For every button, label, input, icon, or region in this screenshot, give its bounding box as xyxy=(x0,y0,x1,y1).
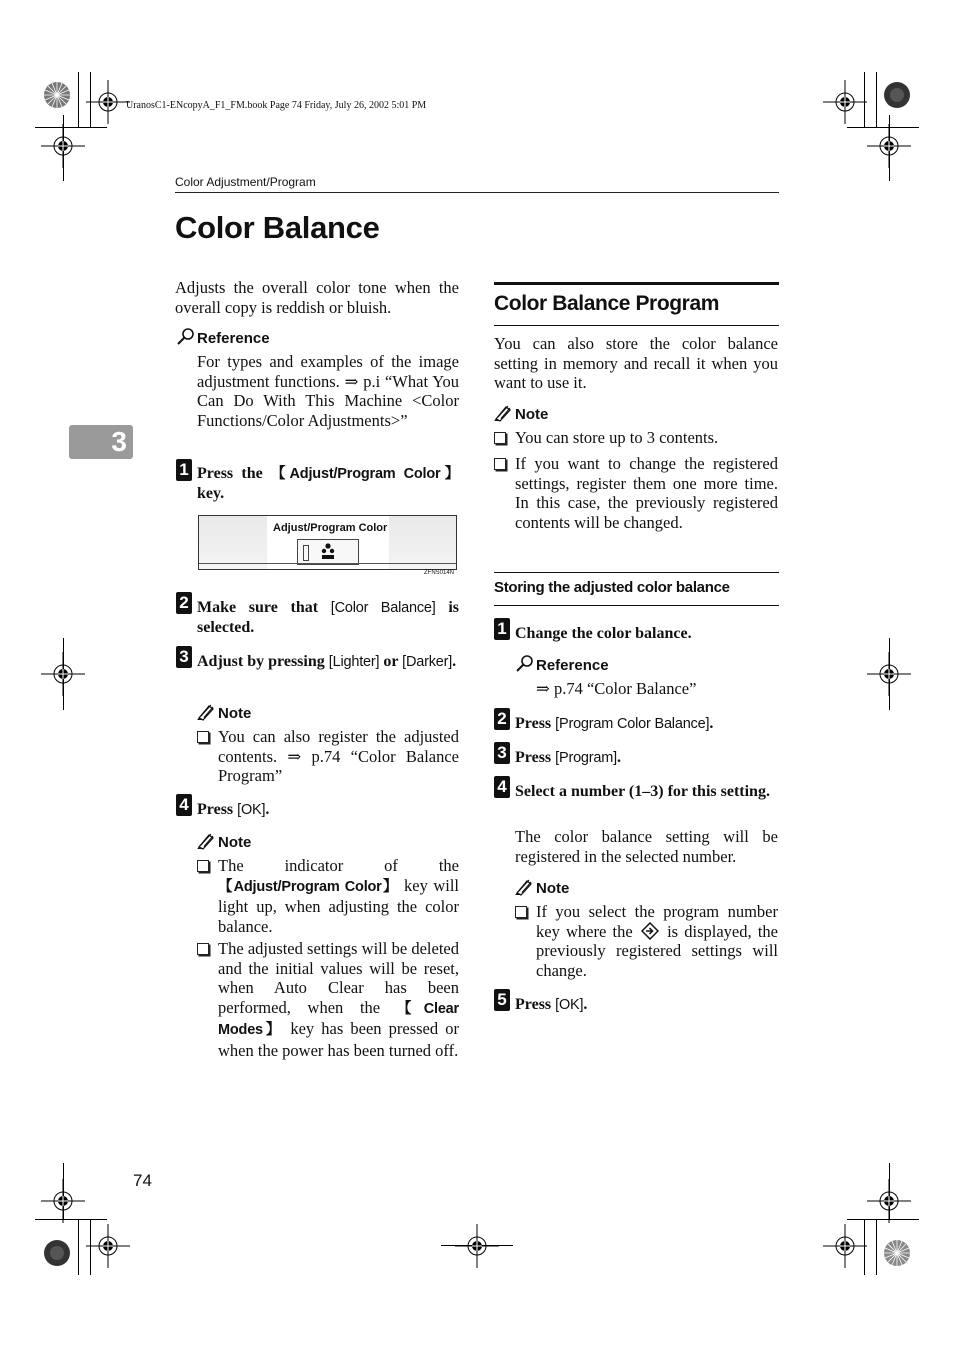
step-3-mid: or xyxy=(379,653,403,670)
note-pencil-icon xyxy=(493,404,513,422)
header-rule xyxy=(175,192,779,193)
control-panel-illustration xyxy=(198,515,457,570)
step-1-pre: Press the xyxy=(197,465,271,482)
right-step-1-number: 1 xyxy=(494,618,510,640)
color-bar-circle-icon xyxy=(43,81,71,109)
registration-target-icon xyxy=(867,652,911,696)
note-2-item-1 xyxy=(218,856,459,936)
step-2-number: 2 xyxy=(176,592,192,614)
right-note-2-pre: If you select the program number key where the xyxy=(536,902,778,941)
step-1-number: 1 xyxy=(176,459,192,481)
step-1-post: key. xyxy=(197,485,225,502)
right-reference-text: ⇒ p.74 “Color Balance” xyxy=(536,679,697,698)
note-pencil-icon xyxy=(514,878,534,896)
right-step-3-pre: Press xyxy=(515,749,556,766)
color-bar-circle-icon xyxy=(883,1239,911,1267)
chapter-tab xyxy=(69,425,133,459)
right-step-1-text: Change the color balance. xyxy=(515,625,692,642)
registration-target-icon xyxy=(86,80,130,124)
reference-text: For types and examples of the image adjustment functions. ⇒ p.i “What You Can Do With This Machine <Color Functions/Color Adjustments>” xyxy=(197,352,459,430)
darker-key: [Darker] xyxy=(402,654,453,670)
checkbox-bullet-icon xyxy=(494,458,506,470)
intro-paragraph: Adjusts the overall color tone when the overall copy is reddish or bluish. xyxy=(175,278,459,317)
step-3-number: 3 xyxy=(176,646,192,668)
section-title: Color Balance Program xyxy=(494,292,719,315)
ok-key: [OK] xyxy=(237,802,266,818)
section-intro: You can also store the color balance setting in memory and recall it when you want to use it. xyxy=(494,334,778,393)
registration-target-icon xyxy=(41,1179,85,1223)
right-step-5-post: . xyxy=(583,996,588,1013)
note-1-label: Note xyxy=(218,705,252,722)
reference-label: Reference xyxy=(197,330,270,347)
step-3-pre: Adjust by pressing xyxy=(197,653,329,670)
step-4-pre: Press xyxy=(197,801,238,818)
lighter-key: [Lighter] xyxy=(328,654,380,670)
step-2-pre: Make sure that xyxy=(197,599,331,616)
running-head: Color Adjustment/Program xyxy=(175,175,316,189)
right-note-label: Note xyxy=(515,406,549,423)
color-bar-circle-icon xyxy=(883,81,911,109)
color-balance-key: [Color Balance] xyxy=(330,600,436,616)
note-1-text: You can also register the adjusted contents. ⇒ p.74 “Color Balance Program” xyxy=(218,727,459,786)
section-top-rule xyxy=(494,282,779,285)
adjust-program-color-button[interactable] xyxy=(297,539,359,565)
right-note-item-2: If you want to change the registered settings, register them one more time. In this case, the previously registered contents will be changed. xyxy=(515,454,778,532)
step-4-post: . xyxy=(265,801,270,818)
step-3-post: . xyxy=(452,653,457,670)
color-adjust-icon xyxy=(320,542,336,562)
subsection-top-rule xyxy=(494,572,779,573)
right-step-4-body: The color balance setting will be registered in the selected number. xyxy=(515,827,778,866)
panel-figure-code: ZFNS014N xyxy=(424,570,455,576)
note-pencil-icon xyxy=(196,703,216,721)
registration-target-icon xyxy=(823,80,867,124)
clear-modes-key: 【Clear Modes】 xyxy=(218,1000,459,1039)
registration-target-icon xyxy=(867,124,911,168)
right-step-5-pre: Press xyxy=(515,996,556,1013)
note-2-item-1-pre: The indicator of the xyxy=(218,856,459,875)
reference-magnifier-icon xyxy=(176,327,196,347)
adjust-program-color-key-ref: 【Adjust/Program Color】 xyxy=(218,878,399,895)
right-note-2-post: is displayed, the previously registered settings will change. xyxy=(536,921,778,980)
panel-label: Adjust/Program Color xyxy=(273,522,388,534)
note-2-label: Note xyxy=(218,834,252,851)
color-bar-circle-icon xyxy=(43,1239,71,1267)
step-2-text xyxy=(197,598,459,638)
program-registered-icon xyxy=(641,922,659,940)
note-2-item-2-post: key has been pressed or when the power has been turned off. xyxy=(218,1019,459,1060)
checkbox-bullet-icon xyxy=(494,432,506,444)
note-pencil-icon xyxy=(196,832,216,850)
adjust-program-color-key: 【Adjust/Program Color】 xyxy=(270,466,460,482)
right-step-4-number: 4 xyxy=(494,776,510,798)
right-note-item-1: You can store up to 3 contents. xyxy=(515,428,719,447)
chapter-number: 3 xyxy=(111,426,127,457)
registration-target-icon xyxy=(41,124,85,168)
right-step-3-number: 3 xyxy=(494,742,510,764)
subsection-bottom-rule xyxy=(494,605,779,606)
checkbox-bullet-icon xyxy=(197,860,209,872)
indicator-lamp-icon xyxy=(303,545,309,561)
right-step-3-post: . xyxy=(617,749,621,766)
step-2-post: is selected. xyxy=(197,599,460,636)
right-step-2-text xyxy=(515,714,778,734)
registration-target-icon xyxy=(867,1179,911,1223)
section-bottom-rule xyxy=(494,325,779,326)
right-note-2-text xyxy=(536,902,778,980)
right-step-4-text: Select a number (1–3) for this setting. xyxy=(515,783,770,800)
note-2-item-2 xyxy=(218,939,459,1061)
registration-target-icon xyxy=(41,652,85,696)
right-note-2-label: Note xyxy=(536,880,570,897)
step-4-number: 4 xyxy=(176,794,192,816)
program-key: [Program] xyxy=(555,750,617,766)
program-color-balance-key: [Program Color Balance] xyxy=(555,716,710,732)
right-step-2-post: . xyxy=(709,715,714,732)
right-reference-label: Reference xyxy=(536,657,609,674)
note-2-item-2-pre: The adjusted settings will be deleted and the initial values will be reset, when Auto Clear has been performed, when the xyxy=(218,939,459,1017)
right-step-2-pre: Press xyxy=(515,715,556,732)
right-step-5-text xyxy=(515,995,778,1015)
reference-magnifier-icon xyxy=(515,654,535,674)
file-header: UranosC1-ENcopyA_F1_FM.book Page 74 Friday, July 26, 2002 5:01 PM xyxy=(126,100,427,111)
checkbox-bullet-icon xyxy=(197,943,209,955)
registration-target-icon xyxy=(86,1224,130,1268)
ok-key-right: [OK] xyxy=(555,997,584,1013)
registration-target-icon xyxy=(455,1224,499,1268)
page-number: 74 xyxy=(133,1171,152,1190)
checkbox-bullet-icon xyxy=(197,731,209,743)
page-title: Color Balance xyxy=(175,210,380,245)
right-step-2-number: 2 xyxy=(494,708,510,730)
note-2-item-1-post: key will light up, when adjusting the color balance. xyxy=(218,875,460,936)
right-step-5-number: 5 xyxy=(494,989,510,1011)
subsection-title: Storing the adjusted color balance xyxy=(494,579,730,596)
right-step-3-text xyxy=(515,748,778,768)
checkbox-bullet-icon xyxy=(515,906,527,918)
step-1-text xyxy=(197,464,459,504)
panel-baseline xyxy=(199,563,456,564)
step-3-text xyxy=(197,652,459,672)
step-4-text xyxy=(197,800,459,820)
registration-target-icon xyxy=(823,1224,867,1268)
